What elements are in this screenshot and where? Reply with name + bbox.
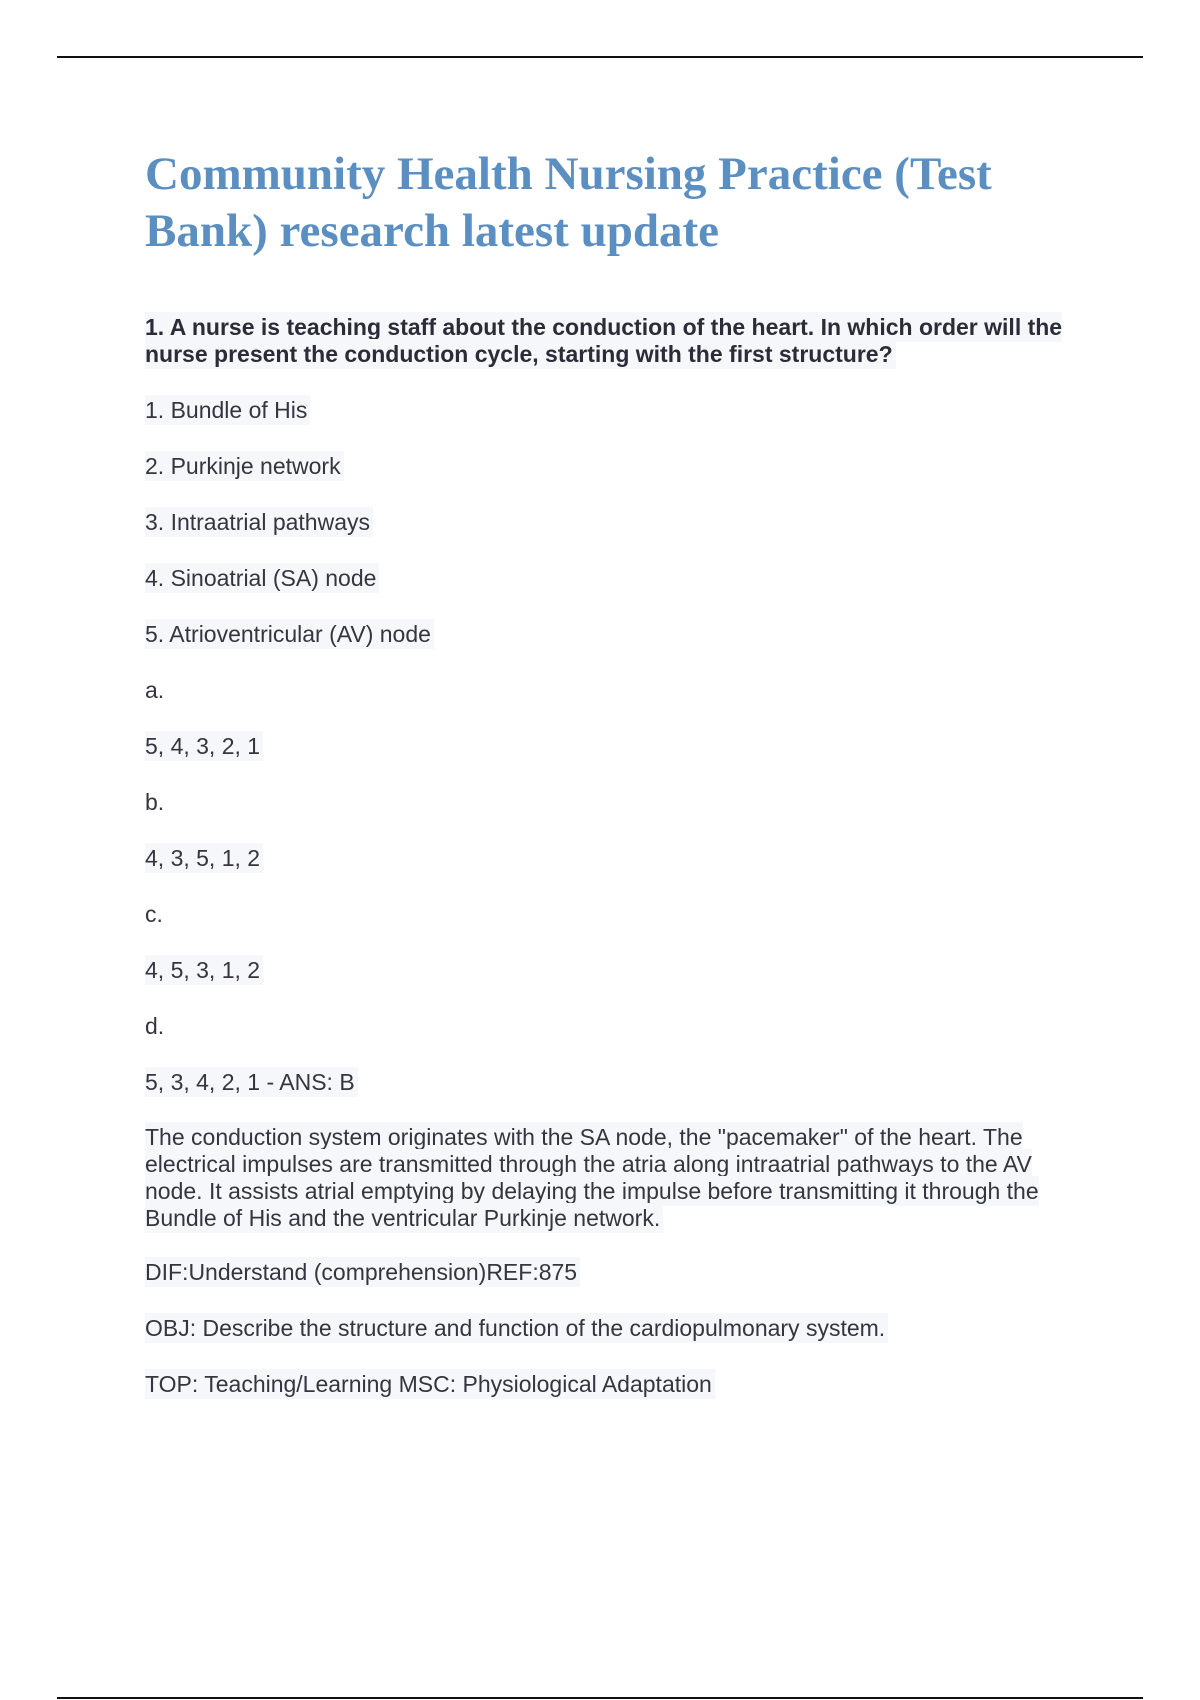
objective-text: OBJ: Describe the structure and function of the cardiopulmonary system. xyxy=(145,1313,888,1343)
item-4-text: 4. Sinoatrial (SA) node xyxy=(145,563,379,593)
item-3-text: 3. Intraatrial pathways xyxy=(145,507,373,537)
option-value-b xyxy=(145,844,1095,872)
document-title: Community Health Nursing Practice (Test Bank) research latest update xyxy=(145,148,992,257)
question-text-span: 1. A nurse is teaching staff about the conduction of the heart. In which order will the nurse present the conduction cycle, starting with the first structure? xyxy=(145,314,1063,367)
option-c-letter: c. xyxy=(145,901,163,927)
topic-line xyxy=(145,1370,1095,1398)
option-value-d xyxy=(145,1068,1095,1096)
topic-text: TOP: Teaching/Learning MSC: Physiological Adaptation xyxy=(145,1369,715,1399)
option-letter-d xyxy=(145,1012,1095,1040)
option-b-value: 4, 3, 5, 1, 2 xyxy=(145,843,263,873)
list-item xyxy=(145,508,1095,536)
bottom-rule xyxy=(57,1697,1143,1699)
option-d-letter: d. xyxy=(145,1013,165,1039)
option-c-value: 4, 5, 3, 1, 2 xyxy=(145,955,263,985)
difficulty-text: DIF:Understand (comprehension)REF:875 xyxy=(145,1257,580,1287)
item-5-text: 5. Atrioventricular (AV) node xyxy=(145,619,434,649)
document-body xyxy=(145,146,1095,1426)
option-d-value: 5, 3, 4, 2, 1 - ANS: B xyxy=(145,1067,358,1097)
option-value-c xyxy=(145,956,1095,984)
list-item xyxy=(145,564,1095,592)
option-letter-b xyxy=(145,788,1095,816)
option-value-a xyxy=(145,732,1095,760)
list-item xyxy=(145,396,1095,424)
option-b-letter: b. xyxy=(145,789,165,815)
rationale-text: The conduction system originates with the SA node, the "pacemaker" of the heart. The electrical impulses are transmitted through the atria along intraatrial pathways to the AV node. It assists atrial emptying by delaying the impulse before transmitting it through the Bundle of His and the ventricular Purkinje network. xyxy=(145,1124,1039,1231)
question-text xyxy=(145,314,1095,368)
rationale-paragraph xyxy=(145,1124,1095,1232)
objective-line xyxy=(145,1314,1095,1342)
option-a-value: 5, 4, 3, 2, 1 xyxy=(145,731,263,761)
item-2-text: 2. Purkinje network xyxy=(145,451,344,481)
option-letter-a xyxy=(145,676,1095,704)
option-letter-c xyxy=(145,900,1095,928)
top-rule xyxy=(57,56,1143,58)
option-a-letter: a. xyxy=(145,677,165,703)
difficulty-line xyxy=(145,1258,1095,1286)
list-item xyxy=(145,620,1095,648)
item-1-text: 1. Bundle of His xyxy=(145,395,310,425)
list-item xyxy=(145,452,1095,480)
